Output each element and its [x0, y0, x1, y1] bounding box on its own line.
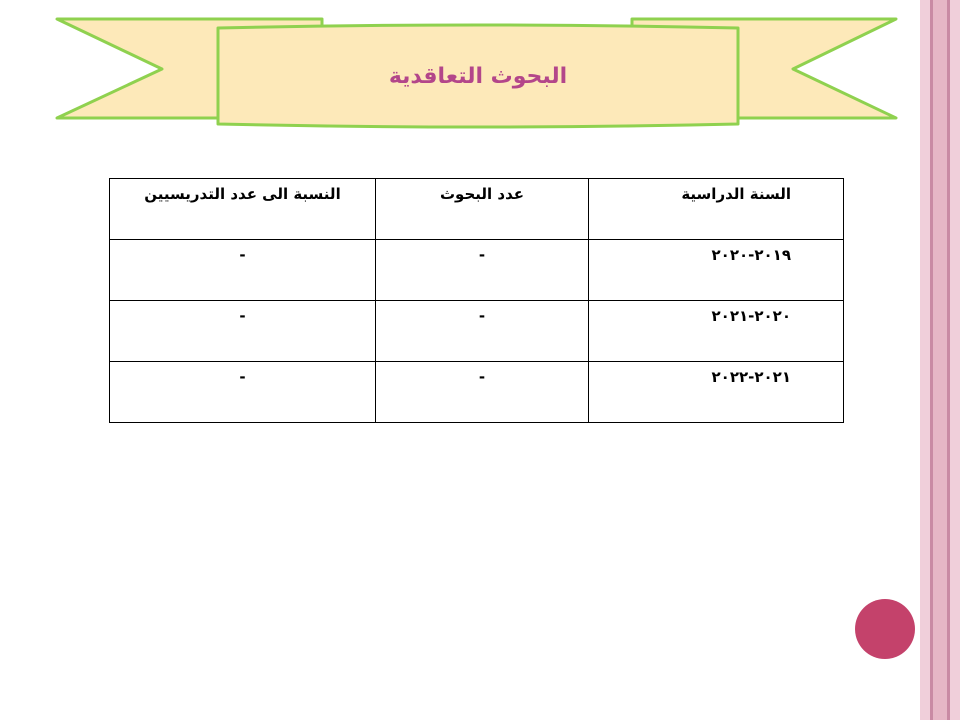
cell-count: - [376, 301, 589, 362]
cell-count: - [376, 240, 589, 301]
stripe-3 [933, 0, 947, 720]
table-header-row [110, 179, 844, 240]
cell-year: ٢٠٢٠-٢٠٢١ [589, 301, 844, 362]
cell-count: - [376, 362, 589, 423]
table-row [110, 240, 844, 301]
slide-title: البحوث التعاقدية [388, 63, 568, 89]
cell-ratio: - [110, 301, 376, 362]
table-row [110, 301, 844, 362]
cell-ratio: - [110, 362, 376, 423]
table-row [110, 362, 844, 423]
header-academic-year: السنة الدراسية [589, 179, 844, 240]
header-ratio-to-faculty: النسبة الى عدد التدريسيين [110, 179, 376, 240]
stripe-5 [950, 0, 960, 720]
header-research-count: عدد البحوث [376, 179, 589, 240]
cell-year: ٢٠١٩-٢٠٢٠ [589, 240, 844, 301]
decorative-circle [855, 599, 915, 659]
research-table [109, 178, 844, 423]
cell-ratio: - [110, 240, 376, 301]
cell-year: ٢٠٢١-٢٠٢٢ [589, 362, 844, 423]
